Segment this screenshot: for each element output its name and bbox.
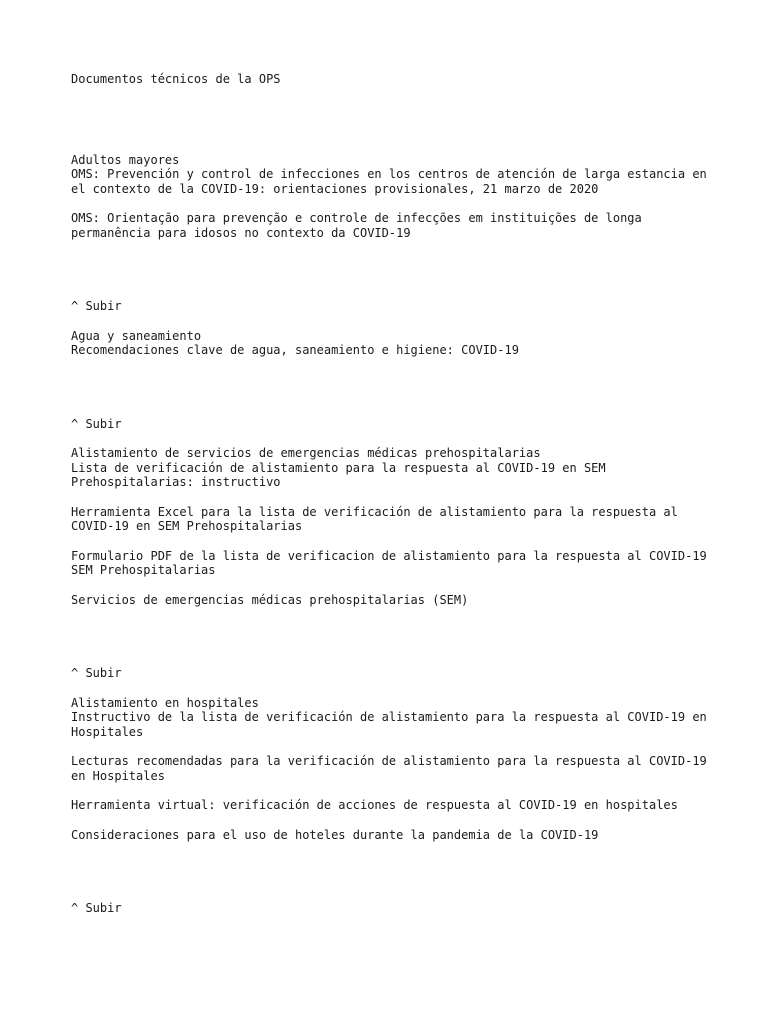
section-alistamiento-hospitales xyxy=(71,695,714,843)
document-link[interactable]: Recomendaciones clave de agua, saneamiento e higiene: COVID-19 xyxy=(71,343,519,357)
document-link[interactable]: Lecturas recomendadas para la verificación de alistamiento para la respuesta al COVID-19 en Hospitales xyxy=(71,754,714,783)
document-link[interactable]: Servicios de emergencias médicas prehospitalarias (SEM) xyxy=(71,592,469,607)
back-to-top-link[interactable]: ^ Subir xyxy=(71,666,122,680)
page-title: Documentos técnicos de la OPS xyxy=(71,72,281,86)
document-link[interactable]: Instructivo de la lista de verificación de alistamiento para la respuesta al COVID-19 en Hospitales xyxy=(71,710,714,739)
document-link[interactable]: OMS: Orientação para prevenção e controle de infecções em instituições de longa permanência para idosos no contexto da COVID-19 xyxy=(71,211,649,240)
section-agua-saneamiento xyxy=(71,329,711,358)
document-page xyxy=(71,72,714,931)
document-link[interactable]: Herramienta Excel para la lista de verificación de alistamiento para la respuesta al COVID-19 en SEM Prehospitalarias xyxy=(71,504,686,533)
section-title: Agua y saneamiento xyxy=(71,328,202,343)
document-link[interactable]: Consideraciones para el uso de hoteles durante la pandemia de la COVID-19 xyxy=(71,827,599,842)
document-link[interactable]: Herramienta virtual: verificación de acciones de respuesta al COVID-19 en hospitales xyxy=(71,798,678,812)
section-alistamiento-sem xyxy=(71,446,714,607)
section-adultos-mayores xyxy=(71,152,714,241)
document-link[interactable]: Lista de verificación de alistamiento para la respuesta al COVID-19 en SEM Prehospitalarias: instructivo xyxy=(71,460,613,489)
section-title: Adultos mayores xyxy=(71,152,180,167)
back-to-top-link[interactable]: ^ Subir xyxy=(71,299,122,313)
back-to-top-link[interactable]: ^ Subir xyxy=(71,416,122,431)
section-title: Alistamiento en hospitales xyxy=(71,695,259,710)
document-link[interactable]: Formulario PDF de la lista de verificacion de alistamiento para la respuesta al COVID-19 SEM Prehospitalarias xyxy=(71,548,714,577)
document-link[interactable]: OMS: Prevención y control de infecciones en los centros de atención de larga estancia en el contexto de la COVID-19: orientaciones provisionales, 21 marzo de 2020 xyxy=(71,167,714,196)
section-title: Alistamiento de servicios de emergencias médicas prehospitalarias xyxy=(71,446,541,460)
back-to-top-link[interactable]: ^ Subir xyxy=(71,901,122,915)
